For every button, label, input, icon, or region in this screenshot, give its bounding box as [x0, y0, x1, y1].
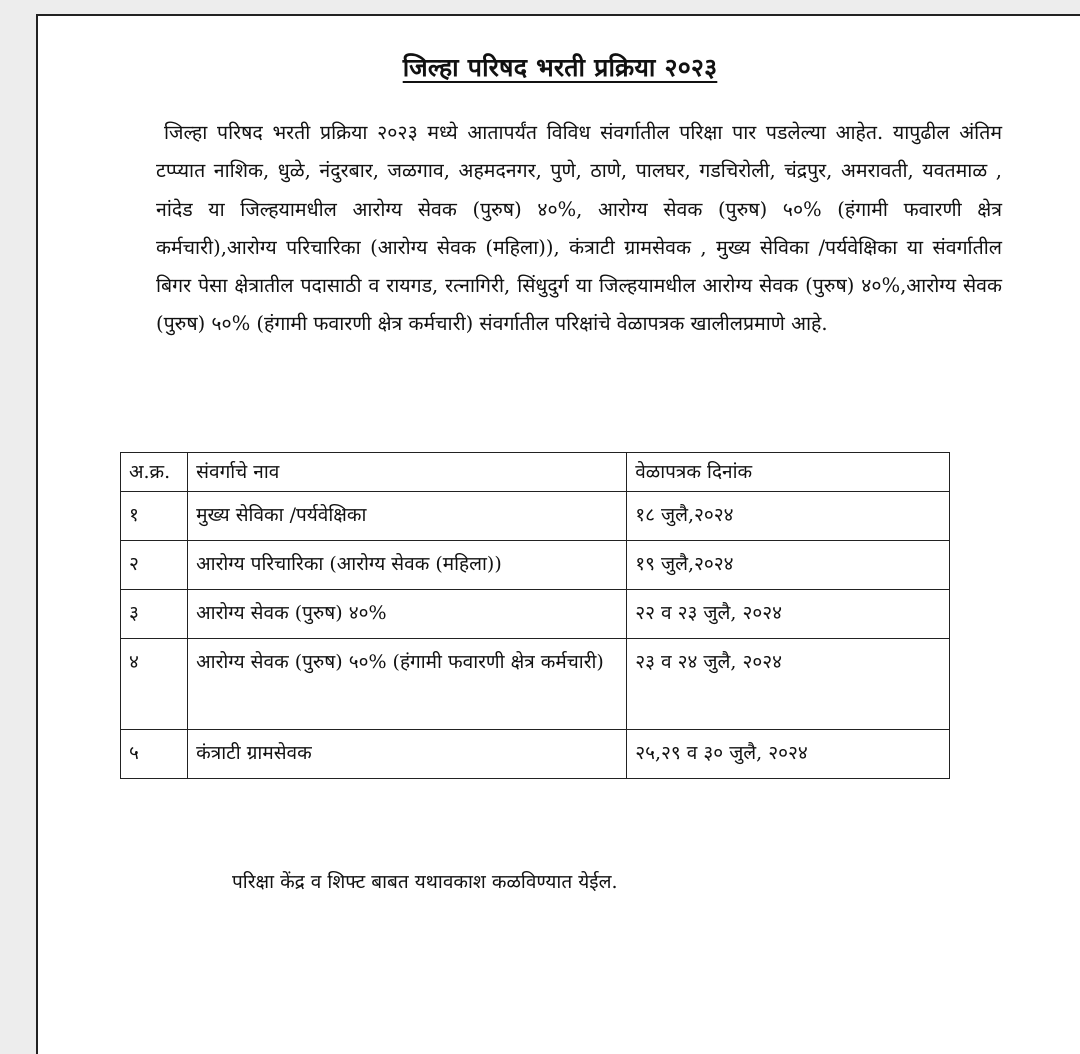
- table-header-row: [121, 453, 950, 492]
- row-cadre: कंत्राटी ग्रामसेवक: [188, 730, 627, 779]
- row-date: २२ व २३ जुलै, २०२४: [627, 590, 950, 639]
- table-row: [121, 639, 950, 730]
- table-row: [121, 730, 950, 779]
- notice-paragraph-text: जिल्हा परिषद भरती प्रक्रिया २०२३ मध्ये आतापर्यंत विविध संवर्गातील परिक्षा पार पडलेल्या आहेत. यापुढील अंतिम टप्प्यात नाशिक, धुळे, नंदुरबार, जळगाव, अहमदनगर, पुणे, ठाणे, पालघर, गडचिरोली, चंद्रपुर, अमरावती, यवतमाळ , नांदेड या जिल्हयामधील आरोग्य सेवक (पुरुष) ४०%, आरोग्य सेवक (पुरुष) ५०% (हंगामी फवारणी क्षेत्र कर्मचारी),आरोग्य परिचारिका (आरोग्य सेवक (महिला)), कंत्राटी ग्रामसेवक , मुख्य सेविका /पर्यवेक्षिका या संवर्गातील बिगर पेसा क्षेत्रातील पदासाठी व रायगड, रत्नागिरी, सिंधुदुर्ग या जिल्हयामधील आरोग्य सेवक (पुरुष) ४०%,आरोग्य सेवक (पुरुष) ५०% (हंगामी फवारणी क्षेत्र कर्मचारी) संवर्गातील परिक्षांचे वेळापत्रक खालीलप्रमाणे आहे.: [156, 121, 1002, 336]
- row-date: १९ जुलै,२०२४: [627, 541, 950, 590]
- header-serial: अ.क्र.: [121, 453, 188, 492]
- row-serial: ३: [121, 590, 188, 639]
- header-date: वेळापत्रक दिनांक: [627, 453, 950, 492]
- row-date: २५,२९ व ३० जुलै, २०२४: [627, 730, 950, 779]
- table-row: [121, 590, 950, 639]
- row-date: १८ जुलै,२०२४: [627, 492, 950, 541]
- footer-note: परिक्षा केंद्र व शिफ्ट बाबत यथावकाश कळविण्यात येईल.: [232, 871, 618, 893]
- table-row: [121, 541, 950, 590]
- notice-paragraph: [156, 114, 1002, 344]
- row-serial: ४: [121, 639, 188, 730]
- header-cadre: संवर्गाचे नाव: [188, 453, 627, 492]
- row-cadre: आरोग्य परिचारिका (आरोग्य सेवक (महिला)): [188, 541, 627, 590]
- row-cadre: आरोग्य सेवक (पुरुष) ४०%: [188, 590, 627, 639]
- document-page: [36, 14, 1080, 1054]
- exam-schedule-table: [120, 452, 950, 779]
- row-cadre: मुख्य सेविका /पर्यवेक्षिका: [188, 492, 627, 541]
- table-row: [121, 492, 950, 541]
- row-serial: १: [121, 492, 188, 541]
- row-serial: २: [121, 541, 188, 590]
- page-title: जिल्हा परिषद भरती प्रक्रिया २०२३: [402, 53, 718, 82]
- row-date: २३ व २४ जुलै, २०२४: [627, 639, 950, 730]
- row-serial: ५: [121, 730, 188, 779]
- row-cadre: आरोग्य सेवक (पुरुष) ५०% (हंगामी फवारणी क्षेत्र कर्मचारी): [188, 639, 627, 730]
